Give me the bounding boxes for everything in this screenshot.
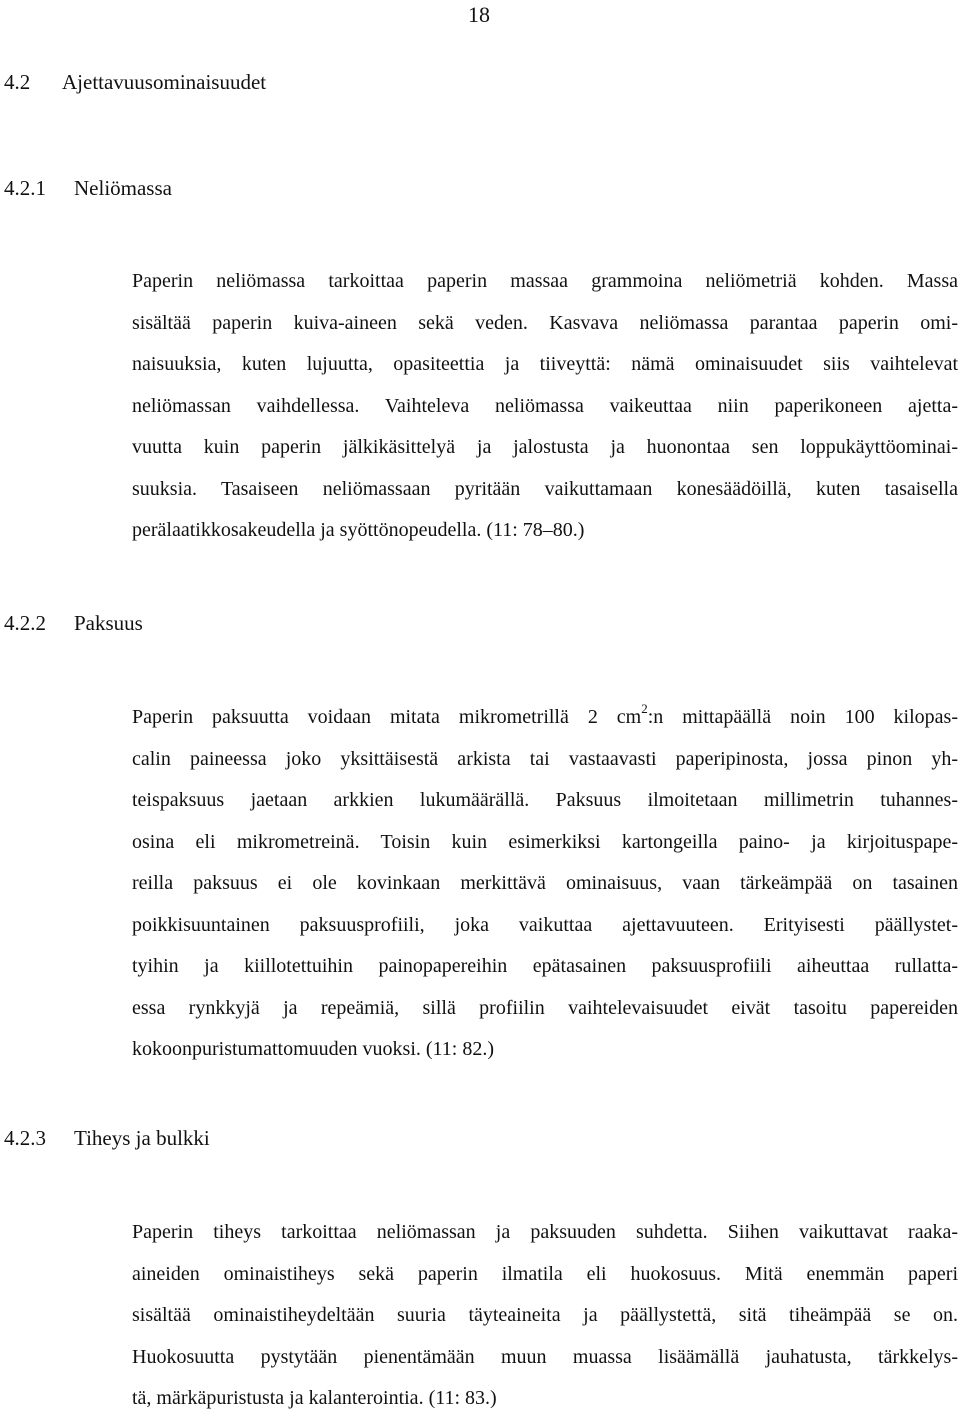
text-line: Paperin neliömassa tarkoittaa paperin massaa grammoina neliömetriä kohden. Massa (132, 270, 958, 292)
text-line: neliömassan vaihdellessa. Vaihteleva neliömassa vaikeuttaa niin paperikoneen ajetta- (132, 394, 958, 417)
text-line: essa rynkkyjä ja repeämiä, sillä profiilin vaihtelevaisuudet eivät tasoitu papereiden (132, 996, 958, 1019)
section-number: 4.2.2 (4, 611, 46, 635)
section-title: Tiheys ja bulkki (74, 1126, 210, 1150)
text-line: teispaksuus jaetaan arkkien lukumäärällä. Paksuus ilmoitetaan millimetrin tuhannes- (132, 789, 958, 811)
paragraph-tiheys (132, 1212, 958, 1420)
section-heading-4-2-3 (4, 1126, 210, 1151)
section-heading-4-2-2 (4, 611, 143, 636)
text-line: tä, märkäpuristusta ja kalanterointia. (11: 83.) (132, 1387, 497, 1409)
text-line: poikkisuuntainen paksuusprofiili, joka vaikuttaa ajettavuuteen. Erityisesti päällystet- (132, 913, 958, 936)
text-line: sisältää paperin kuiva-aineen sekä veden. Kasvava neliömassa parantaa paperin omi- (132, 311, 958, 334)
text-line: aineiden ominaistiheys sekä paperin ilmatila eli huokosuus. Mitä enemmän paperi (132, 1262, 958, 1285)
text-line: calin paineessa joko yksittäisestä arkista tai vastaavasti paperipinosta, jossa pinon yh- (132, 747, 958, 770)
section-number: 4.2.1 (4, 176, 46, 200)
text-line (132, 697, 958, 739)
text-fragment: Paperin paksuutta voidaan mitata mikrometrillä 2 cm (132, 706, 642, 728)
section-number: 4.2 (4, 70, 31, 94)
paragraph-neliomassa (132, 261, 958, 552)
text-line: reilla paksuus ei ole kovinkaan merkittävä ominaisuus, vaan tärkeämpää on tasainen (132, 872, 958, 894)
text-line: suuksia. Tasaiseen neliömassaan pyritään vaikuttamaan konesäädöillä, kuten tasaisella (132, 477, 958, 500)
paragraph-paksuus (132, 697, 958, 1071)
section-heading-4-2 (4, 70, 266, 95)
section-title: Paksuus (74, 611, 143, 635)
text-line: tyihin ja kiillotettuihin painopapereihin epätasainen paksuusprofiili aiheuttaa rullatta- (132, 955, 958, 977)
text-line: sisältää ominaistiheydeltään suuria täyteaineita ja päällystettä, sitä tiheämpää se on. (132, 1304, 958, 1326)
section-title: Ajettavuusominaisuudet (62, 70, 267, 94)
text-line: kokoonpuristumattomuuden vuoksi. (11: 82.) (132, 1038, 495, 1060)
text-line: perälaatikkosakeudella ja syöttönopeudella. (11: 78–80.) (132, 519, 585, 541)
text-line: Paperin tiheys tarkoittaa neliömassan ja paksuuden suhdetta. Siihen vaikuttavat raaka- (132, 1221, 958, 1243)
text-line: osina eli mikrometreinä. Toisin kuin esimerkiksi kartongeilla paino- ja kirjoituspape- (132, 830, 958, 853)
page-number: 18 (468, 2, 490, 27)
text-line: vuutta kuin paperin jälkikäsittelyä ja jalostusta ja huonontaa sen loppukäyttöominai- (132, 436, 958, 458)
section-title: Neliömassa (74, 176, 172, 200)
section-number: 4.2.3 (4, 1126, 46, 1150)
superscript: 2 (641, 701, 648, 717)
text-line: Huokosuutta pystytään pienentämään muun muassa lisäämällä jauhatusta, tärkkelys- (132, 1345, 958, 1368)
section-heading-4-2-1 (4, 176, 172, 201)
text-fragment: :n mittapäällä noin 100 kilopas- (647, 706, 958, 728)
text-line: naisuuksia, kuten lujuutta, opasiteettia ja tiiveyttä: nämä ominaisuudet siis vaihtelevat (132, 353, 958, 375)
